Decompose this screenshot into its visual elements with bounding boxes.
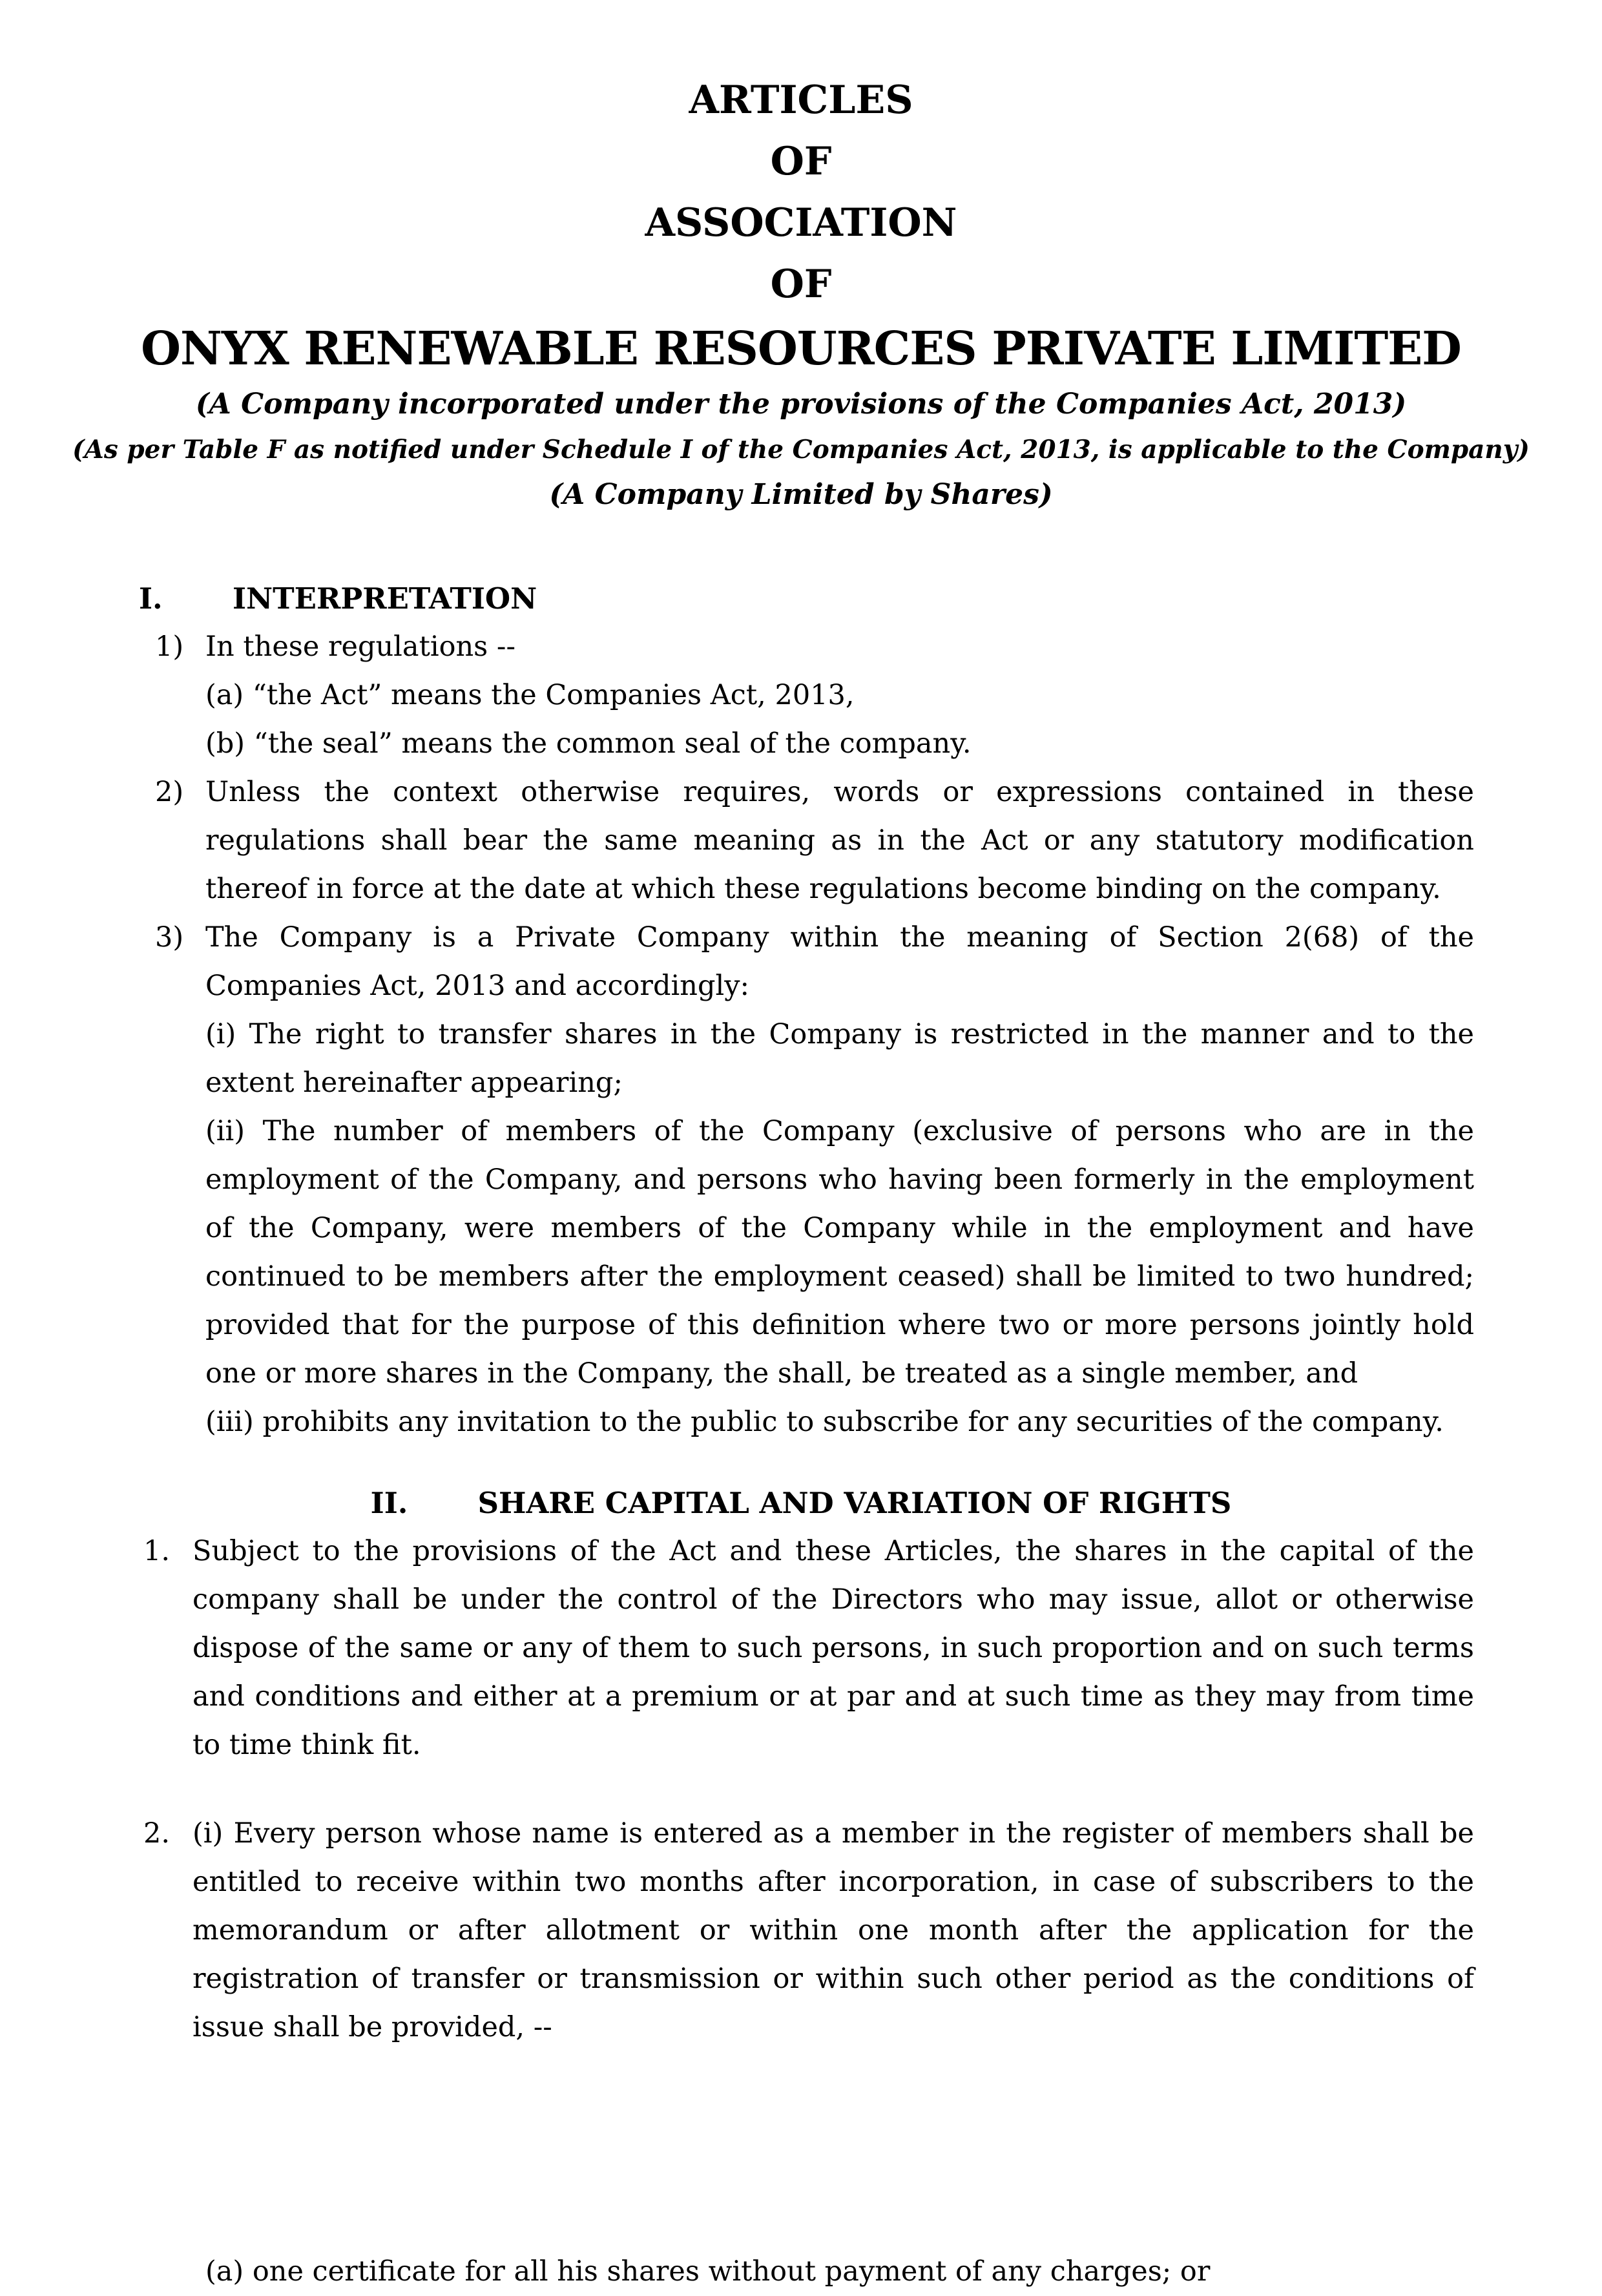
subtitle-incorporation: (A Company incorporated under the provisions of the Companies Act, 2013)	[195, 388, 1407, 421]
item-text: Unless the context otherwise requires, words or expressions contained in these regulations shall bear the same meaning as in the Act or any statutory modification thereof in force at the date at which these regulations become binding on the company.	[205, 776, 1474, 905]
section-interpretation	[0, 574, 1602, 1446]
section-2-number: II.	[370, 1486, 408, 1520]
list-item-1	[155, 623, 1474, 671]
item-text: The Company is a Private Company within the meaning of Section 2(68) of the Companies Act, 2013 and accordingly:	[205, 921, 1474, 1002]
doc-title-line-2: OF	[770, 139, 832, 184]
clipped-bottom-line: (a) one certificate for all his shares without payment of any charges; or	[205, 2255, 1211, 2288]
sub-para-iii: (iii) prohibits any invitation to the public to subscribe for any securities of the company.	[205, 1406, 1444, 1438]
item-text: (i) Every person whose name is entered as a member in the register of members shall be entitled to receive within two months after incorporation, in case of subscribers to the memorandum or after allotment or within one month after the application for the registration of transfer or transmission or within such other period as the conditions of issue shall be provided, --	[192, 1817, 1474, 2043]
list-item-3	[155, 913, 1474, 1010]
item-marker: 2.	[143, 1817, 171, 1850]
list-item-2	[143, 1810, 1474, 2052]
sub-para-ii: (ii) The number of members of the Company (exclusive of persons who are in the employment of the Company, and persons who having been formerly in the employment of the Company, were members of the Company while in the employment and have continued to be members after the employment ceased) shall be limited to two hundred; provided that for the purpose of this definition where two or more persons jointly hold one or more shares in the Company, the shall, be treated as a single member, and	[205, 1115, 1474, 1390]
section-1-title: INTERPRETATION	[233, 581, 537, 616]
item-text: Subject to the provisions of the Act and these Articles, the shares in the capital of the company shall be under the control of the Directors who may issue, allot or otherwise dispose of the same or any of them to such persons, in such proportion and on such terms and conditions and either at a premium or at par and at such time as they may from time to time think fit.	[192, 1535, 1474, 1761]
section-1-number: I.	[139, 581, 163, 616]
subtitle-limited-by-shares: (A Company Limited by Shares)	[549, 478, 1053, 511]
list-item-2	[155, 768, 1474, 913]
list-item-1	[143, 1527, 1474, 1769]
sub-para-i: (i) The right to transfer shares in the Company is restricted in the manner and to the extent hereinafter appearing;	[205, 1018, 1474, 1099]
company-name: ONYX RENEWABLE RESOURCES PRIVATE LIMITED	[141, 321, 1461, 375]
subtitle-table-f: (As per Table F as notified under Schedule I of the Companies Act, 2013, is applicable to the Company)	[72, 435, 1530, 464]
section-2-heading	[0, 1479, 1602, 1527]
item-marker: 3)	[155, 921, 184, 954]
doc-title-line-4: OF	[770, 262, 832, 307]
section-2-title: SHARE CAPITAL AND VARIATION OF RIGHTS	[477, 1486, 1232, 1520]
item-text: In these regulations --	[205, 631, 515, 663]
section-1-heading	[139, 574, 1602, 623]
sub-item-b: (b) “the seal” means the common seal of the company.	[205, 727, 972, 760]
sub-item-a: (a) “the Act” means the Companies Act, 2013,	[205, 679, 855, 711]
title-block	[0, 0, 1602, 517]
item-marker: 1)	[155, 631, 184, 663]
doc-title-line-3: ASSOCIATION	[645, 200, 957, 245]
section-share-capital	[0, 1479, 1602, 2052]
doc-title-line-1: ARTICLES	[689, 78, 913, 123]
item-marker: 1.	[143, 1535, 171, 1567]
item-marker: 2)	[155, 776, 184, 808]
